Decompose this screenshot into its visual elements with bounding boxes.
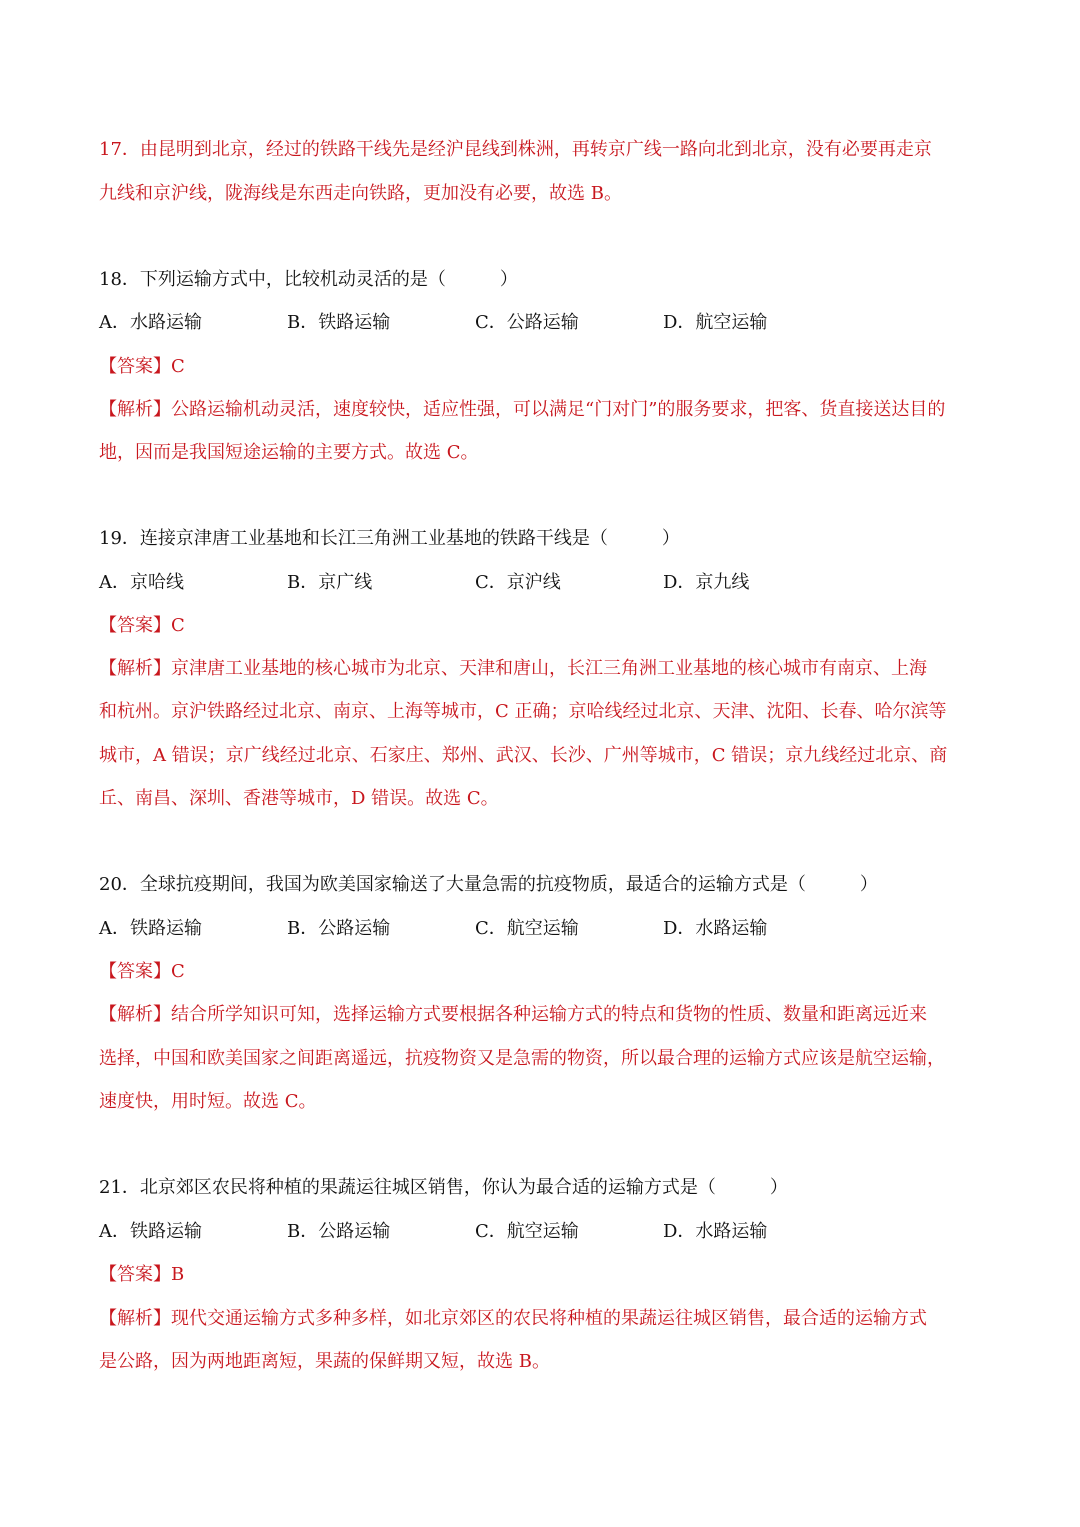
q19-explanation-line-1: 【解析】京津唐工业基地的核心城市为北京、天津和唐山，长江三角洲工业基地的核心城市有南京、上海: [99, 658, 927, 679]
q19-answer: 【答案】C: [99, 615, 185, 636]
q18-answer: 【答案】C: [99, 356, 185, 377]
q21-explanation-line-1: 【解析】现代交通运输方式多种多样，如北京郊区的农民将种植的果蔬运往城区销售，最合适的运输方式: [99, 1308, 927, 1329]
q21-option-a: A．铁路运输: [99, 1221, 202, 1242]
q19-explanation-line-2: 和杭州。京沪铁路经过北京、南京、上海等城市，C 正确；京哈线经过北京、天津、沈阳、长春、哈尔滨等: [99, 701, 947, 722]
q18-question: 18．下列运输方式中，比较机动灵活的是（ ）: [99, 269, 518, 290]
q18-option-d: D．航空运输: [663, 312, 768, 333]
q19-option-a: A．京哈线: [99, 572, 184, 593]
q19-option-d: D．京九线: [663, 572, 750, 593]
q20-explanation-line-3: 速度快，用时短。故选 C。: [99, 1091, 317, 1112]
q18-options: [99, 310, 989, 336]
q21-answer: 【答案】B: [99, 1264, 185, 1285]
q18-option-a: A．水路运输: [99, 312, 202, 333]
q19-options: [99, 570, 989, 596]
q21-option-c: C．航空运输: [475, 1221, 579, 1242]
q18-option-b: B．铁路运输: [287, 312, 391, 333]
q18-option-c: C．公路运输: [475, 312, 579, 333]
q20-explanation-line-2: 选择，中国和欧美国家之间距离遥远，抗疫物资又是急需的物资，所以最合理的运输方式应该是航空运输，: [99, 1048, 945, 1069]
q19-option-c: C．京沪线: [475, 572, 561, 593]
q20-answer: 【答案】C: [99, 961, 185, 982]
q20-explanation-line-1: 【解析】结合所学知识可知，选择运输方式要根据各种运输方式的特点和货物的性质、数量和距离远近来: [99, 1004, 927, 1025]
q21-question: 21．北京郊区农民将种植的果蔬运往城区销售，你认为最合适的运输方式是（ ）: [99, 1177, 788, 1198]
q18-explanation-line-1: 【解析】公路运输机动灵活，速度较快，适应性强，可以满足“门对门”的服务要求，把客、货直接送达目的: [99, 399, 946, 420]
q20-option-c: C．航空运输: [475, 918, 579, 939]
q21-option-d: D．水路运输: [663, 1221, 768, 1242]
q20-option-a: A．铁路运输: [99, 918, 202, 939]
q21-options: [99, 1219, 989, 1245]
q21-explanation-line-2: 是公路，因为两地距离短，果蔬的保鲜期又短，故选 B。: [99, 1351, 550, 1372]
q20-option-b: B．公路运输: [287, 918, 391, 939]
q21-option-b: B．公路运输: [287, 1221, 391, 1242]
q17-explanation-line-1: 17．由昆明到北京，经过的铁路干线先是经沪昆线到株洲，再转京广线一路向北到北京，没有必要再走京: [99, 139, 932, 160]
q20-options: [99, 916, 989, 942]
q20-option-d: D．水路运输: [663, 918, 768, 939]
q19-explanation-line-3: 城市，A 错误；京广线经过北京、石家庄、郑州、武汉、长沙、广州等城市，C 错误；京九线经过北京、商: [99, 745, 948, 766]
q19-question: 19．连接京津唐工业基地和长江三角洲工业基地的铁路干线是（ ）: [99, 528, 680, 549]
q19-option-b: B．京广线: [287, 572, 373, 593]
q18-explanation-line-2: 地，因而是我国短途运输的主要方式。故选 C。: [99, 442, 479, 463]
q20-question: 20．全球抗疫期间，我国为欧美国家输送了大量急需的抗疫物质，最适合的运输方式是（ ）: [99, 874, 878, 895]
q19-explanation-line-4: 丘、南昌、深圳、香港等城市，D 错误。故选 C。: [99, 788, 499, 809]
q17-explanation-line-2: 九线和京沪线，陇海线是东西走向铁路，更加没有必要，故选 B。: [99, 183, 622, 204]
